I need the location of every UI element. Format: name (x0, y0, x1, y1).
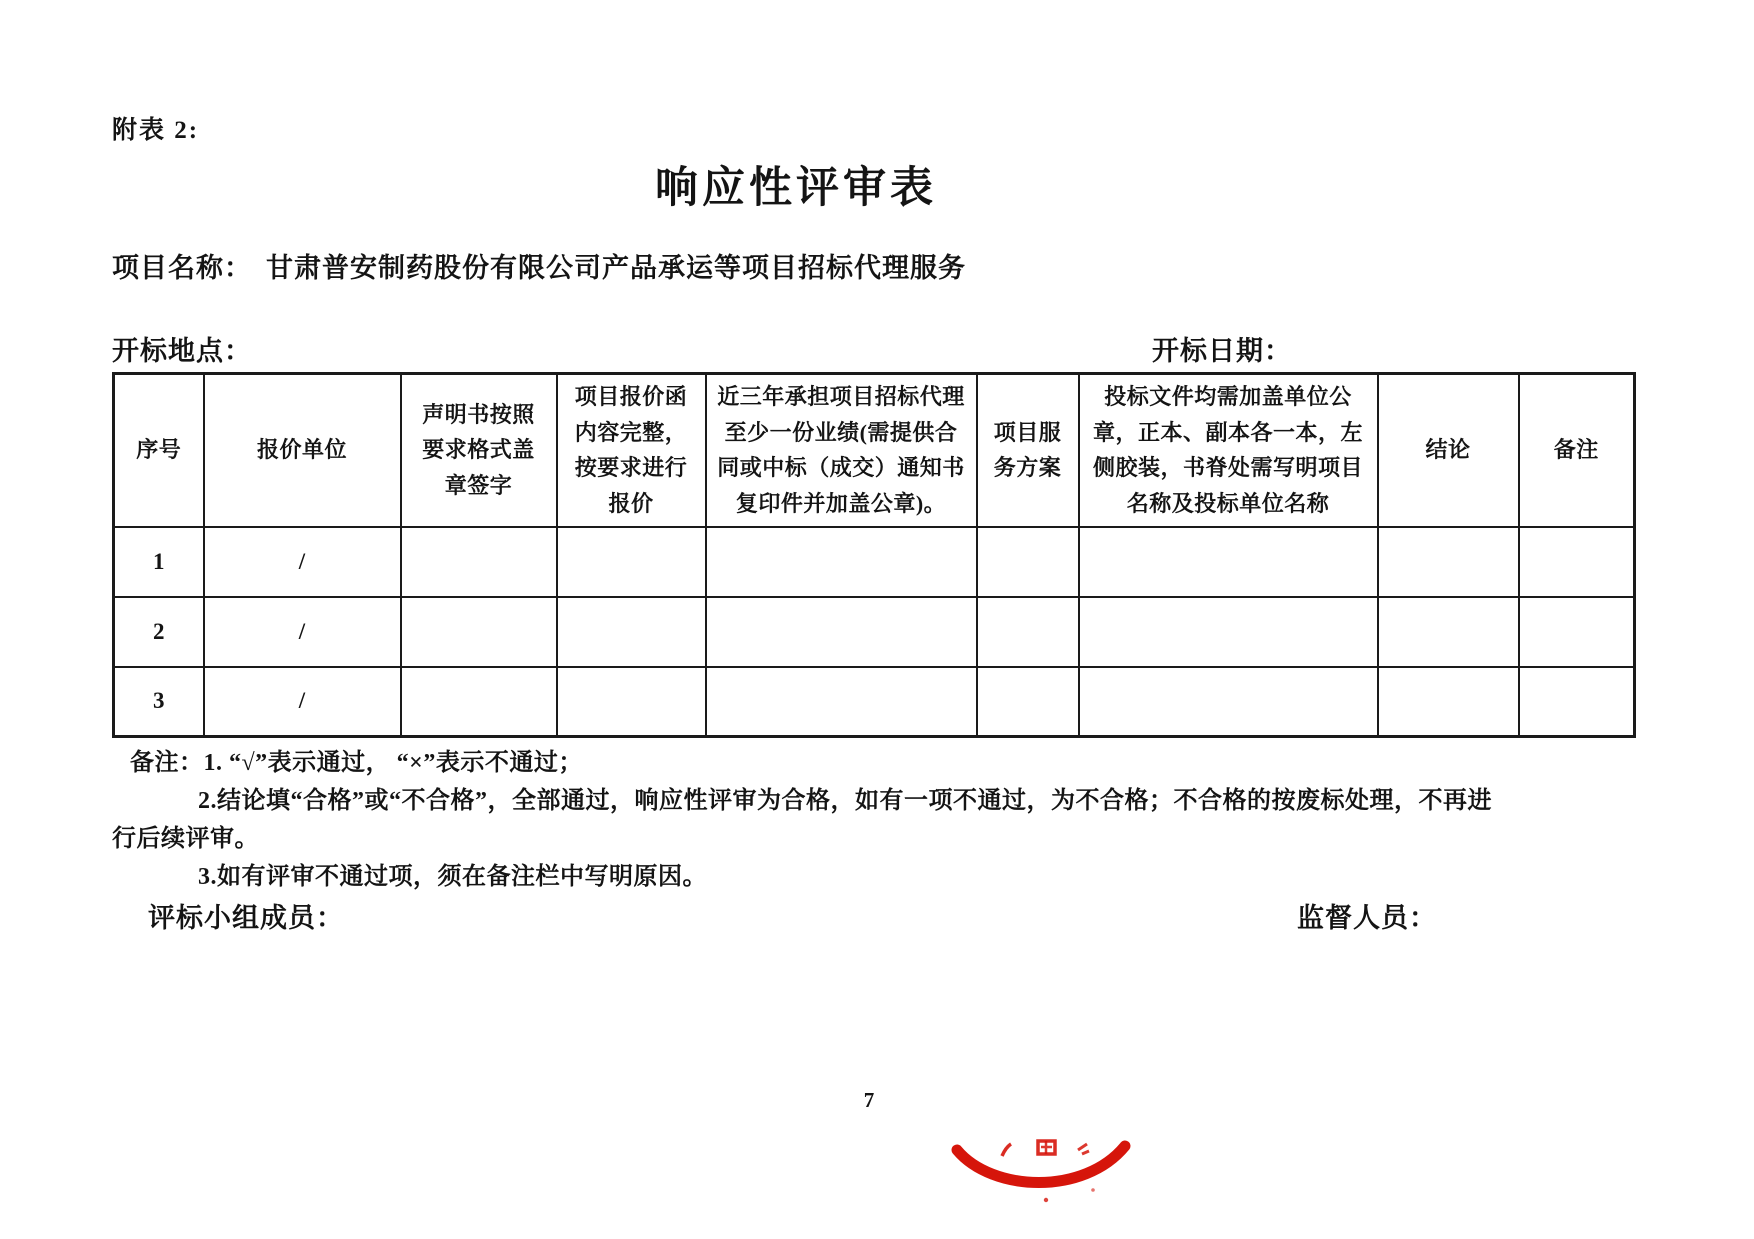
table-row (114, 597, 1635, 667)
empty-cell (977, 597, 1079, 667)
page-title: 响应性评审表 (655, 164, 937, 212)
empty-cell (1519, 667, 1635, 737)
col-header-conclusion: 结论 (1378, 374, 1519, 527)
empty-cell (1519, 527, 1635, 597)
empty-cell (1519, 597, 1635, 667)
bid-location-label: 开标地点： (112, 336, 252, 366)
project-name-value: 甘肃普安制药股份有限公司产品承运等项目招标代理服务 (266, 253, 966, 283)
col-header-service-plan: 项目服务方案 (977, 374, 1079, 527)
seq-cell: 1 (114, 527, 204, 597)
col-header-remarks: 备注 (1519, 374, 1635, 527)
empty-cell (557, 667, 706, 737)
empty-cell (1378, 527, 1519, 597)
note-1-text: 1. “√”表示通过， “×”表示不通过； (203, 750, 583, 776)
col-header-bidder: 报价单位 (204, 374, 401, 527)
notes-label: 备注： (130, 750, 204, 776)
empty-cell (706, 527, 977, 597)
empty-cell (401, 597, 557, 667)
bidder-cell: / (204, 667, 401, 737)
empty-cell (1378, 667, 1519, 737)
note-line-2-continuation: 行后续评审。 (112, 826, 259, 852)
seq-cell: 3 (114, 667, 204, 737)
empty-cell (557, 597, 706, 667)
bid-date-label: 开标日期： (1152, 336, 1292, 366)
bidder-cell: / (204, 527, 401, 597)
empty-cell (1079, 597, 1378, 667)
col-header-declaration: 声明书按照要求格式盖章签字 (401, 374, 557, 527)
empty-cell (1079, 667, 1378, 737)
bidder-cell: / (204, 597, 401, 667)
col-header-binding-requirements: 投标文件均需加盖单位公章，正本、副本各一本，左侧胶装，书脊处需写明项目名称及投标单位名称 (1079, 374, 1378, 527)
table-row (114, 527, 1635, 597)
col-header-quote-letter: 项目报价函内容完整，按要求进行报价 (557, 374, 706, 527)
empty-cell (401, 527, 557, 597)
empty-cell (706, 667, 977, 737)
note-line-1 (130, 742, 583, 777)
empty-cell (557, 527, 706, 597)
note-line-3: 3.如有评审不通过项，须在备注栏中写明原因。 (198, 864, 707, 890)
red-seal-arc-icon (950, 1138, 1132, 1208)
empty-cell (977, 527, 1079, 597)
table-header-row (114, 374, 1635, 527)
col-header-seq: 序号 (114, 374, 204, 527)
review-table (112, 372, 1636, 738)
empty-cell (706, 597, 977, 667)
col-header-track-record: 近三年承担项目招标代理至少一份业绩(需提供合同或中标（成交）通知书复印件并加盖公章)。 (706, 374, 977, 527)
project-name-line (112, 246, 966, 285)
empty-cell (1378, 597, 1519, 667)
red-seal (950, 1138, 1132, 1208)
supervisor-label: 监督人员： (1297, 903, 1437, 933)
seq-cell: 2 (114, 597, 204, 667)
page-number: 7 (863, 1088, 875, 1112)
note-line-2: 2.结论填“合格”或“不合格”，全部通过，响应性评审为合格，如有一项不通过，为不合格；不合格的按废标处理，不再进 (198, 788, 1492, 814)
attachment-label: 附表 2: (112, 117, 200, 144)
table-row (114, 667, 1635, 737)
empty-cell (977, 667, 1079, 737)
empty-cell (401, 667, 557, 737)
empty-cell (1079, 527, 1378, 597)
project-name-label: 项目名称： (112, 253, 252, 283)
evaluation-team-label: 评标小组成员： (148, 903, 344, 933)
